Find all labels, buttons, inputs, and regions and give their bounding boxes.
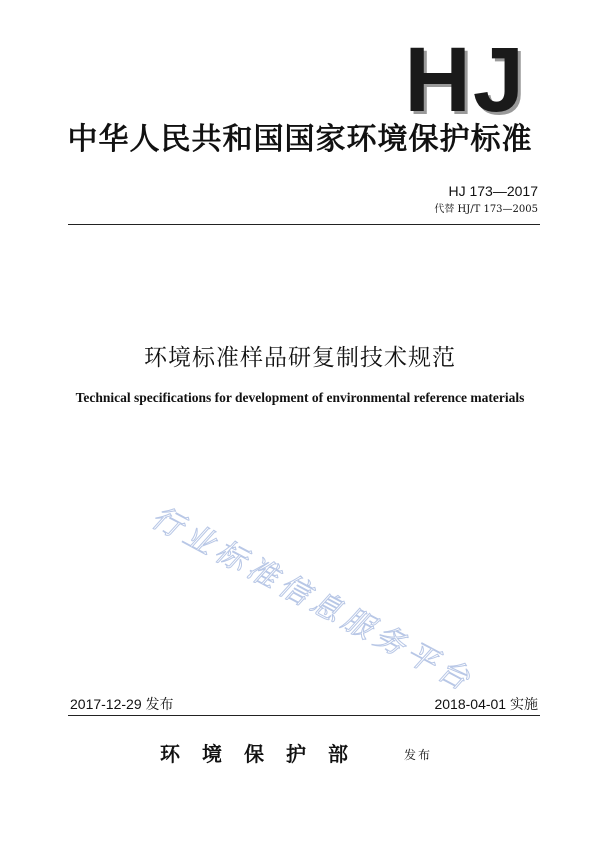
replaces-standard: 代替 HJ/T 173—2005 [434,204,538,215]
implementation-date: 2018-04-01 实施 [434,696,538,712]
document-title-chinese: 环境标准样品研复制技术规范 [144,345,456,371]
watermark: 行业标准信息服务平台 [145,500,480,700]
document-title-english: Technical specifications for development of environmental reference materials [75,390,525,405]
standard-number: HJ 173—2017 [448,183,538,199]
issue-date: 2017-12-29 发布 [70,696,174,712]
hj-logo: HJ [404,29,526,131]
issuer-heading: 中华人民共和国国家环境保护标准 [67,122,533,157]
issuing-authority: 环境保护部 [160,742,370,766]
bottom-divider [68,715,540,716]
issued-label: 发布 [404,748,433,762]
top-divider [68,224,540,225]
